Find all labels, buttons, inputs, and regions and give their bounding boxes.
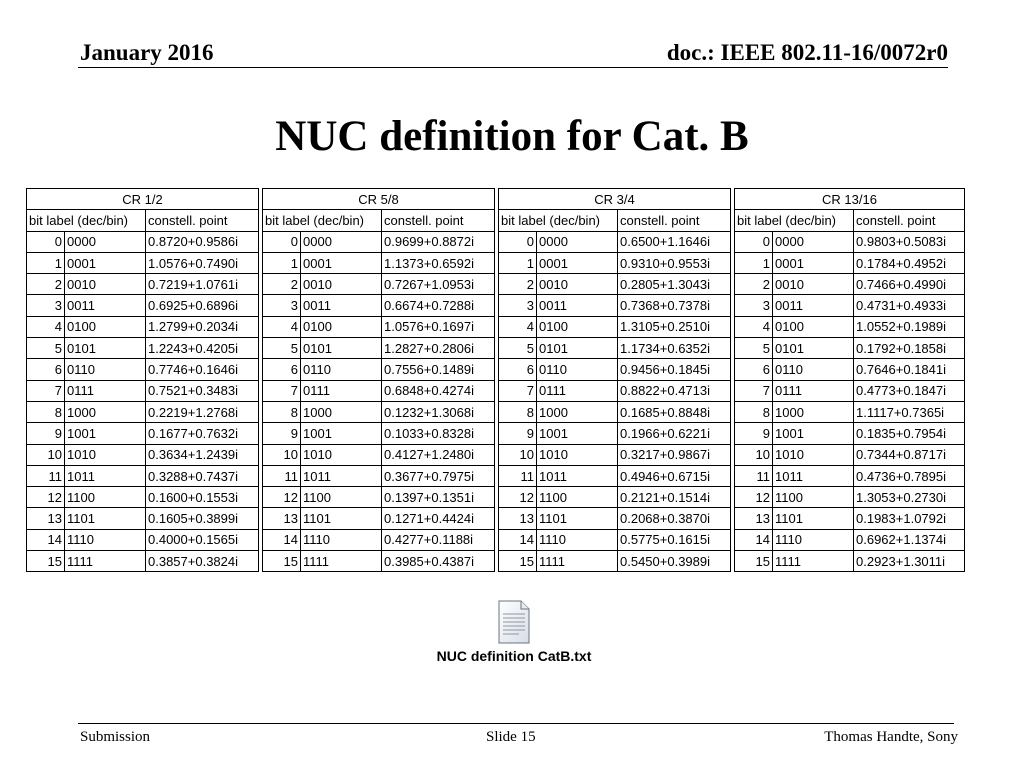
table-row: [735, 338, 965, 359]
constellation-point: 0.1792+0.1858i: [854, 338, 965, 359]
bit-label-dec: 8: [499, 401, 537, 422]
bit-label-dec: 11: [263, 465, 301, 486]
bit-label-bin: 1111: [65, 551, 146, 572]
bit-label-bin: 1111: [773, 551, 854, 572]
bit-label-bin: 1001: [537, 423, 618, 444]
bit-label-bin: 1100: [773, 487, 854, 508]
bit-label-bin: 0101: [537, 338, 618, 359]
bit-label-dec: 6: [735, 359, 773, 380]
bit-label-dec: 13: [735, 508, 773, 529]
bit-label-bin: 1010: [65, 444, 146, 465]
bit-label-bin: 0010: [773, 274, 854, 295]
bit-label-bin: 0011: [537, 295, 618, 316]
bit-label-bin: 1110: [773, 529, 854, 550]
bit-label-bin: 0100: [65, 316, 146, 337]
bit-label-dec: 3: [263, 295, 301, 316]
table-row: [735, 274, 965, 295]
constellation-point: 0.7556+0.1489i: [382, 359, 495, 380]
table-row: [263, 252, 495, 273]
bit-label-dec: 12: [263, 487, 301, 508]
bit-label-dec: 2: [735, 274, 773, 295]
table-row: [499, 508, 731, 529]
table-row: [735, 508, 965, 529]
bit-label-bin: 1001: [65, 423, 146, 444]
bit-label-dec: 5: [263, 338, 301, 359]
bit-label-dec: 3: [735, 295, 773, 316]
table-row: [263, 295, 495, 316]
bit-label-dec: 9: [499, 423, 537, 444]
table-row: [499, 252, 731, 273]
table-row: [263, 508, 495, 529]
table-row: [499, 423, 731, 444]
constellation-point: 1.0552+0.1989i: [854, 316, 965, 337]
constellation-point-column-header: constell. point: [146, 210, 259, 231]
bit-label-bin: 1101: [537, 508, 618, 529]
bit-label-bin: 1111: [537, 551, 618, 572]
bit-label-bin: 1100: [537, 487, 618, 508]
bit-label-bin: 0011: [65, 295, 146, 316]
bit-label-bin: 0110: [773, 359, 854, 380]
bit-label-dec: 15: [499, 551, 537, 572]
bit-label-dec: 1: [27, 252, 65, 273]
bit-label-dec: 4: [499, 316, 537, 337]
constellation-point: 0.7746+0.1646i: [146, 359, 259, 380]
table-row: [27, 274, 259, 295]
bit-label-bin: 1110: [65, 529, 146, 550]
bit-label-bin: 1000: [65, 401, 146, 422]
bit-label-bin: 0000: [773, 231, 854, 252]
bit-label-column-header: bit label (dec/bin): [499, 210, 618, 231]
bit-label-dec: 13: [263, 508, 301, 529]
bit-label-bin: 1111: [301, 551, 382, 572]
nuc-table: [262, 188, 495, 572]
text-file-icon[interactable]: [497, 600, 531, 644]
bit-label-bin: 0110: [65, 359, 146, 380]
bit-label-dec: 10: [27, 444, 65, 465]
code-rate-header: CR 5/8: [263, 189, 495, 210]
table-row: [263, 465, 495, 486]
constellation-point: 0.2121+0.1514i: [618, 487, 731, 508]
table-row: [735, 444, 965, 465]
nuc-table: [498, 188, 731, 572]
table-row: [27, 551, 259, 572]
constellation-point: 1.2799+0.2034i: [146, 316, 259, 337]
bit-label-bin: 0111: [537, 380, 618, 401]
table-row: [735, 487, 965, 508]
bit-label-dec: 9: [27, 423, 65, 444]
table-row: [263, 551, 495, 572]
constellation-point: 0.6500+1.1646i: [618, 231, 731, 252]
bit-label-dec: 14: [735, 529, 773, 550]
constellation-point: 1.3105+0.2510i: [618, 316, 731, 337]
bit-label-bin: 0111: [301, 380, 382, 401]
constellation-point: 0.1784+0.4952i: [854, 252, 965, 273]
bit-label-bin: 1010: [537, 444, 618, 465]
bit-label-column-header: bit label (dec/bin): [263, 210, 382, 231]
bit-label-bin: 0010: [537, 274, 618, 295]
constellation-point: 0.1835+0.7954i: [854, 423, 965, 444]
table-row: [499, 231, 731, 252]
constellation-point: 0.8720+0.9586i: [146, 231, 259, 252]
bit-label-dec: 12: [735, 487, 773, 508]
constellation-point: 0.1271+0.4424i: [382, 508, 495, 529]
bit-label-dec: 15: [735, 551, 773, 572]
table-row: [27, 231, 259, 252]
bit-label-bin: 1010: [301, 444, 382, 465]
constellation-point: 0.5450+0.3989i: [618, 551, 731, 572]
table-row: [263, 359, 495, 380]
table-row: [499, 529, 731, 550]
table-row: [499, 338, 731, 359]
constellation-point: 0.3217+0.9867i: [618, 444, 731, 465]
bit-label-bin: 1100: [65, 487, 146, 508]
constellation-point: 0.4773+0.1847i: [854, 380, 965, 401]
bit-label-dec: 13: [27, 508, 65, 529]
bit-label-dec: 0: [263, 231, 301, 252]
nuc-table: [734, 188, 965, 572]
constellation-point: 1.1117+0.7365i: [854, 401, 965, 422]
bit-label-bin: 0011: [301, 295, 382, 316]
bit-label-dec: 15: [263, 551, 301, 572]
bit-label-dec: 1: [735, 252, 773, 273]
code-rate-header: CR 3/4: [499, 189, 731, 210]
footer-submission: Submission: [80, 729, 151, 745]
bit-label-dec: 4: [263, 316, 301, 337]
bit-label-dec: 14: [499, 529, 537, 550]
table-row: [499, 295, 731, 316]
header-doc-id: doc.: IEEE 802.11-16/0072r0: [666, 40, 948, 65]
bit-label-bin: 1000: [773, 401, 854, 422]
table-row: [499, 465, 731, 486]
table-row: [263, 444, 495, 465]
bit-label-bin: 0111: [65, 380, 146, 401]
constellation-point: 0.7219+1.0761i: [146, 274, 259, 295]
bit-label-bin: 0001: [301, 252, 382, 273]
bit-label-dec: 11: [735, 465, 773, 486]
table-row: [735, 380, 965, 401]
bit-label-bin: 1101: [301, 508, 382, 529]
table-row: [263, 380, 495, 401]
table-row: [27, 529, 259, 550]
footer-slide-number: Slide 15: [486, 729, 536, 745]
bit-label-dec: 11: [27, 465, 65, 486]
bit-label-bin: 0110: [301, 359, 382, 380]
constellation-point: 0.7521+0.3483i: [146, 380, 259, 401]
constellation-point: 0.2219+1.2768i: [146, 401, 259, 422]
table-row: [27, 252, 259, 273]
table-row: [499, 274, 731, 295]
constellation-point: 0.7646+0.1841i: [854, 359, 965, 380]
bit-label-dec: 13: [499, 508, 537, 529]
bit-label-column-header: bit label (dec/bin): [27, 210, 146, 231]
constellation-point: 0.9456+0.1845i: [618, 359, 731, 380]
footer-divider: [78, 723, 954, 724]
table-row: [27, 444, 259, 465]
table-row: [735, 252, 965, 273]
table-row: [735, 316, 965, 337]
table-row: [735, 231, 965, 252]
constellation-point: 0.3677+0.7975i: [382, 465, 495, 486]
bit-label-dec: 4: [27, 316, 65, 337]
table-row: [499, 487, 731, 508]
table-row: [499, 359, 731, 380]
bit-label-bin: 0100: [301, 316, 382, 337]
constellation-point: 0.7368+0.7378i: [618, 295, 731, 316]
bit-label-dec: 2: [27, 274, 65, 295]
bit-label-dec: 7: [499, 380, 537, 401]
table-row: [263, 338, 495, 359]
table-row: [499, 551, 731, 572]
table-row: [735, 401, 965, 422]
bit-label-dec: 8: [27, 401, 65, 422]
header-divider: [78, 67, 948, 68]
constellation-point: 0.2923+1.3011i: [854, 551, 965, 572]
constellation-point: 0.9699+0.8872i: [382, 231, 495, 252]
bit-label-bin: 0000: [301, 231, 382, 252]
bit-label-bin: 0101: [301, 338, 382, 359]
table-row: [27, 338, 259, 359]
bit-label-dec: 15: [27, 551, 65, 572]
table-row: [263, 231, 495, 252]
table-row: [27, 316, 259, 337]
constellation-point: 0.7466+0.4990i: [854, 274, 965, 295]
bit-label-bin: 0100: [537, 316, 618, 337]
footer-author: Thomas Handte, Sony: [824, 729, 958, 745]
table-row: [735, 529, 965, 550]
constellation-point: 0.4000+0.1565i: [146, 529, 259, 550]
table-row: [499, 380, 731, 401]
bit-label-dec: 3: [27, 295, 65, 316]
bit-label-bin: 0101: [65, 338, 146, 359]
bit-label-bin: 1000: [537, 401, 618, 422]
constellation-point: 0.9803+0.5083i: [854, 231, 965, 252]
bit-label-bin: 1001: [773, 423, 854, 444]
bit-label-dec: 0: [499, 231, 537, 252]
bit-label-bin: 1011: [773, 465, 854, 486]
bit-label-dec: 7: [735, 380, 773, 401]
attachment-filename[interactable]: NUC definition CatB.txt: [436, 648, 592, 664]
table-row: [263, 529, 495, 550]
bit-label-dec: 4: [735, 316, 773, 337]
table-row: [27, 465, 259, 486]
table-row: [499, 316, 731, 337]
bit-label-dec: 0: [27, 231, 65, 252]
constellation-point: 0.1983+1.0792i: [854, 508, 965, 529]
bit-label-bin: 1101: [773, 508, 854, 529]
bit-label-dec: 7: [263, 380, 301, 401]
bit-label-bin: 0000: [537, 231, 618, 252]
bit-label-dec: 7: [27, 380, 65, 401]
bit-label-bin: 1011: [537, 465, 618, 486]
bit-label-bin: 1011: [65, 465, 146, 486]
bit-label-bin: 0010: [65, 274, 146, 295]
bit-label-dec: 8: [735, 401, 773, 422]
bit-label-dec: 1: [263, 252, 301, 273]
bit-label-dec: 2: [263, 274, 301, 295]
bit-label-bin: 0011: [773, 295, 854, 316]
constellation-point: 1.0576+0.7490i: [146, 252, 259, 273]
constellation-point: 0.6848+0.4274i: [382, 380, 495, 401]
code-rate-header: CR 1/2: [27, 189, 259, 210]
constellation-point: 0.6962+1.1374i: [854, 529, 965, 550]
table-row: [499, 444, 731, 465]
table-row: [735, 423, 965, 444]
constellation-point: 0.4731+0.4933i: [854, 295, 965, 316]
constellation-point: 0.8822+0.4713i: [618, 380, 731, 401]
constellation-point: 0.4277+0.1188i: [382, 529, 495, 550]
table-row: [263, 401, 495, 422]
table-row: [735, 551, 965, 572]
table-row: [27, 423, 259, 444]
nuc-tables: [26, 188, 965, 572]
bit-label-bin: 1110: [537, 529, 618, 550]
constellation-point: 0.1677+0.7632i: [146, 423, 259, 444]
bit-label-bin: 1101: [65, 508, 146, 529]
bit-label-bin: 0111: [773, 380, 854, 401]
constellation-point-column-header: constell. point: [382, 210, 495, 231]
bit-label-bin: 0010: [301, 274, 382, 295]
bit-label-dec: 14: [27, 529, 65, 550]
bit-label-dec: 14: [263, 529, 301, 550]
constellation-point: 1.1373+0.6592i: [382, 252, 495, 273]
bit-label-dec: 6: [263, 359, 301, 380]
constellation-point: 0.1033+0.8328i: [382, 423, 495, 444]
bit-label-dec: 9: [735, 423, 773, 444]
constellation-point: 0.5775+0.1615i: [618, 529, 731, 550]
bit-label-dec: 9: [263, 423, 301, 444]
table-row: [499, 401, 731, 422]
bit-label-bin: 0001: [773, 252, 854, 273]
constellation-point-column-header: constell. point: [618, 210, 731, 231]
constellation-point: 0.7344+0.8717i: [854, 444, 965, 465]
constellation-point: 0.1232+1.3068i: [382, 401, 495, 422]
bit-label-dec: 2: [499, 274, 537, 295]
table-row: [263, 274, 495, 295]
slide-title: NUC definition for Cat. B: [275, 113, 749, 160]
bit-label-bin: 0001: [65, 252, 146, 273]
bit-label-dec: 6: [27, 359, 65, 380]
constellation-point: 0.1685+0.8848i: [618, 401, 731, 422]
constellation-point: 0.3857+0.3824i: [146, 551, 259, 572]
table-row: [735, 295, 965, 316]
constellation-point: 0.4946+0.6715i: [618, 465, 731, 486]
constellation-point: 0.7267+1.0953i: [382, 274, 495, 295]
code-rate-header: CR 13/16: [735, 189, 965, 210]
bit-label-bin: 0110: [537, 359, 618, 380]
bit-label-bin: 1011: [301, 465, 382, 486]
bit-label-dec: 6: [499, 359, 537, 380]
bit-label-dec: 5: [499, 338, 537, 359]
constellation-point: 1.2827+0.2806i: [382, 338, 495, 359]
bit-label-dec: 5: [27, 338, 65, 359]
bit-label-dec: 10: [263, 444, 301, 465]
bit-label-bin: 0000: [65, 231, 146, 252]
constellation-point: 0.1605+0.3899i: [146, 508, 259, 529]
table-row: [27, 380, 259, 401]
bit-label-column-header: bit label (dec/bin): [735, 210, 854, 231]
bit-label-dec: 11: [499, 465, 537, 486]
constellation-point: 0.2805+1.3043i: [618, 274, 731, 295]
header-date: January 2016: [80, 40, 214, 65]
bit-label-bin: 0001: [537, 252, 618, 273]
constellation-point: 0.2068+0.3870i: [618, 508, 731, 529]
bit-label-dec: 10: [499, 444, 537, 465]
table-row: [27, 487, 259, 508]
constellation-point: 0.9310+0.9553i: [618, 252, 731, 273]
bit-label-dec: 5: [735, 338, 773, 359]
bit-label-dec: 0: [735, 231, 773, 252]
bit-label-dec: 10: [735, 444, 773, 465]
bit-label-bin: 1100: [301, 487, 382, 508]
attachment[interactable]: [424, 600, 604, 664]
table-row: [263, 487, 495, 508]
constellation-point: 1.1734+0.6352i: [618, 338, 731, 359]
constellation-point: 0.4736+0.7895i: [854, 465, 965, 486]
constellation-point: 0.4127+1.2480i: [382, 444, 495, 465]
table-row: [263, 316, 495, 337]
table-row: [263, 423, 495, 444]
table-row: [27, 508, 259, 529]
table-row: [735, 359, 965, 380]
constellation-point: 0.6925+0.6896i: [146, 295, 259, 316]
bit-label-bin: 0100: [773, 316, 854, 337]
bit-label-dec: 8: [263, 401, 301, 422]
bit-label-bin: 1010: [773, 444, 854, 465]
table-row: [27, 401, 259, 422]
constellation-point: 0.1397+0.1351i: [382, 487, 495, 508]
bit-label-dec: 12: [27, 487, 65, 508]
bit-label-dec: 12: [499, 487, 537, 508]
table-row: [27, 295, 259, 316]
bit-label-bin: 1000: [301, 401, 382, 422]
bit-label-bin: 0101: [773, 338, 854, 359]
constellation-point: 1.0576+0.1697i: [382, 316, 495, 337]
constellation-point: 1.3053+0.2730i: [854, 487, 965, 508]
bit-label-dec: 1: [499, 252, 537, 273]
constellation-point: 0.3288+0.7437i: [146, 465, 259, 486]
constellation-point: 1.2243+0.4205i: [146, 338, 259, 359]
constellation-point: 0.3634+1.2439i: [146, 444, 259, 465]
bit-label-dec: 3: [499, 295, 537, 316]
constellation-point: 0.1966+0.6221i: [618, 423, 731, 444]
table-row: [735, 465, 965, 486]
constellation-point: 0.3985+0.4387i: [382, 551, 495, 572]
constellation-point: 0.6674+0.7288i: [382, 295, 495, 316]
bit-label-bin: 1001: [301, 423, 382, 444]
bit-label-bin: 1110: [301, 529, 382, 550]
table-row: [27, 359, 259, 380]
constellation-point: 0.1600+0.1553i: [146, 487, 259, 508]
nuc-table: [26, 188, 259, 572]
constellation-point-column-header: constell. point: [854, 210, 965, 231]
